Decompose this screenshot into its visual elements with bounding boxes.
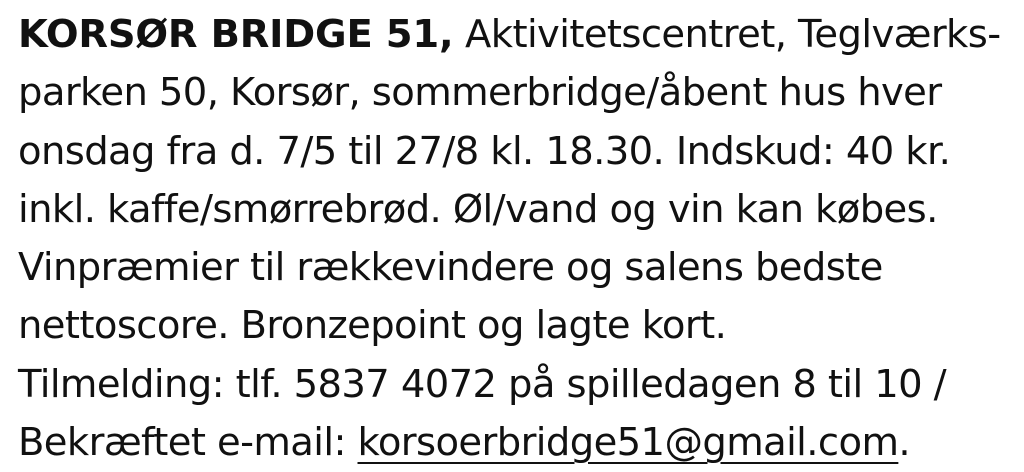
notice-line-6: nettoscore. Bronzepoint og lagte kort. [18, 303, 727, 349]
email-link[interactable]: korsoerbridge51@gmail.com [357, 420, 899, 466]
notice-text-1: Aktivitetscentret, Teglværks- [453, 12, 1001, 57]
end-punctuation: . [898, 420, 910, 466]
notice-line-4: inkl. kaffe/smørrebrød. Øl/vand og vin kan købes. [18, 186, 938, 232]
notice-line-2: parken 50, Korsør, sommerbridge/åbent hus hver [18, 70, 942, 116]
bridge-club-notice [18, 6, 1018, 472]
notice-line-3: onsdag fra d. 7/5 til 27/8 kl. 18.30. Indskud: 40 kr. [18, 128, 951, 174]
notice-line-1 [18, 6, 1018, 64]
notice-line-8 [18, 414, 1018, 472]
notice-line-5: Vinpræmier til rækkevindere og salens bedste [18, 245, 883, 291]
notice-line-7: Tilmelding: tlf. 5837 4072 på spilledagen 8 til 10 / [18, 361, 947, 407]
club-name-heading: KORSØR BRIDGE 51, [18, 12, 454, 57]
email-label: Bekræftet e-mail: [18, 420, 358, 466]
